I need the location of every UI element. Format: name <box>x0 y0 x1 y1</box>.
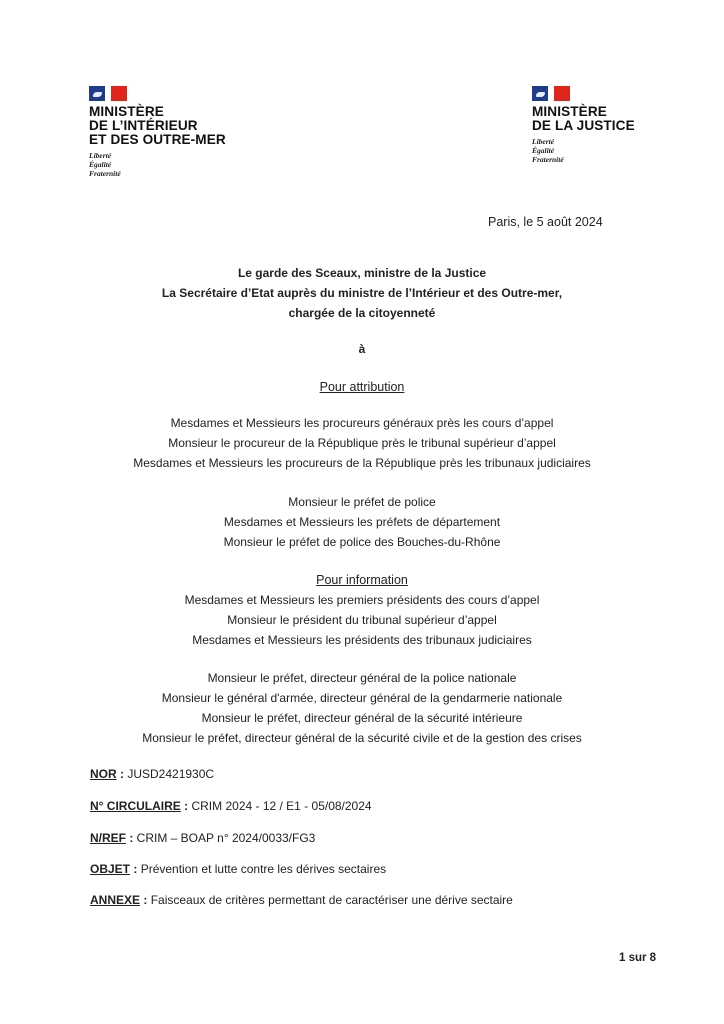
meta-annexe <box>90 893 513 907</box>
recipient-line: Monsieur le président du tribunal supérieur d’appel <box>227 613 497 627</box>
attribution-title: Pour attribution <box>319 380 405 394</box>
recipient-line: Mesdames et Messieurs les présidents des tribunaux judiciaires <box>192 633 532 647</box>
letter-date: Paris, le 5 août 2024 <box>488 215 603 229</box>
ministry-line: MINISTÈRE <box>89 104 164 119</box>
motto-line: Fraternité <box>89 169 121 178</box>
meta-separator: : <box>140 893 151 907</box>
meta-separator: : <box>180 799 192 813</box>
meta-key: OBJET <box>90 862 131 876</box>
republic-motto <box>532 137 635 164</box>
information-recipients-2 <box>0 668 724 748</box>
signer-line: La Secrétaire d’Etat auprès du ministre de l’Intérieur et des Outre-mer, <box>161 286 563 300</box>
addressee-to: à <box>358 342 366 356</box>
information-title: Pour information <box>316 573 408 587</box>
meta-value: Faisceaux de critères permettant de caractériser une dérive sectaire <box>150 893 513 907</box>
ministry-name <box>532 105 635 133</box>
meta-separator: : <box>116 767 128 781</box>
meta-key: NOR <box>90 767 117 781</box>
ministry-line: ET DES OUTRE-MER <box>89 132 226 147</box>
meta-nref <box>90 831 315 845</box>
motto-line: Égalité <box>89 160 112 169</box>
signers-block <box>0 263 724 323</box>
information-recipients-1 <box>0 590 724 650</box>
recipient-line: Mesdames et Messieurs les procureurs de la République près les tribunaux judiciaires <box>133 456 591 470</box>
marianne-flag-icon <box>532 86 570 101</box>
recipient-line: Monsieur le procureur de la République près le tribunal supérieur d’appel <box>168 436 556 450</box>
meta-nor <box>90 767 214 781</box>
motto-line: Liberté <box>89 151 112 160</box>
recipient-line: Monsieur le préfet, directeur général de la police nationale <box>207 671 517 685</box>
attribution-recipients-2 <box>0 492 724 552</box>
marianne-flag-icon <box>89 86 127 101</box>
ministry-line: MINISTÈRE <box>532 104 607 119</box>
recipient-line: Monsieur le préfet, directeur général de la sécurité intérieure <box>201 711 523 725</box>
recipient-line: Mesdames et Messieurs les premiers présidents des cours d’appel <box>184 593 540 607</box>
meta-key: N° CIRCULAIRE <box>90 799 181 813</box>
meta-value: JUSD2421930C <box>127 767 215 781</box>
meta-objet <box>90 862 386 876</box>
meta-value: Prévention et lutte contre les dérives sectaires <box>140 862 387 876</box>
ministry-interior-logo <box>89 86 226 178</box>
meta-separator: : <box>126 831 137 845</box>
meta-separator: : <box>130 862 141 876</box>
meta-key: N/REF <box>90 831 126 845</box>
ministry-name <box>89 105 226 147</box>
ministry-justice-logo <box>532 86 635 164</box>
page-number: 1 sur 8 <box>619 952 657 964</box>
meta-circulaire <box>90 799 372 813</box>
motto-line: Liberté <box>532 137 555 146</box>
ministry-line: DE L’INTÉRIEUR <box>89 118 198 133</box>
recipient-line: Monsieur le général d'armée, directeur général de la gendarmerie nationale <box>161 691 563 705</box>
meta-key: ANNEXE <box>90 893 141 907</box>
ministry-line: DE LA JUSTICE <box>532 118 635 133</box>
meta-value: CRIM 2024 - 12 / E1 - 05/08/2024 <box>191 799 372 813</box>
republic-motto <box>89 151 226 178</box>
attribution-recipients-1 <box>0 413 724 473</box>
recipient-line: Monsieur le préfet de police des Bouches-du-Rhône <box>223 535 501 549</box>
signer-line: chargée de la citoyenneté <box>288 306 436 320</box>
recipient-line: Monsieur le préfet de police <box>288 495 436 509</box>
meta-value: CRIM – BOAP n° 2024/0033/FG3 <box>136 831 316 845</box>
recipient-line: Mesdames et Messieurs les procureurs généraux près les cours d’appel <box>170 416 554 430</box>
signer-line: Le garde des Sceaux, ministre de la Justice <box>237 266 487 280</box>
motto-line: Fraternité <box>532 155 564 164</box>
recipient-line: Monsieur le préfet, directeur général de la sécurité civile et de la gestion des crises <box>142 731 582 745</box>
motto-line: Égalité <box>532 146 555 155</box>
recipient-line: Mesdames et Messieurs les préfets de département <box>223 515 501 529</box>
